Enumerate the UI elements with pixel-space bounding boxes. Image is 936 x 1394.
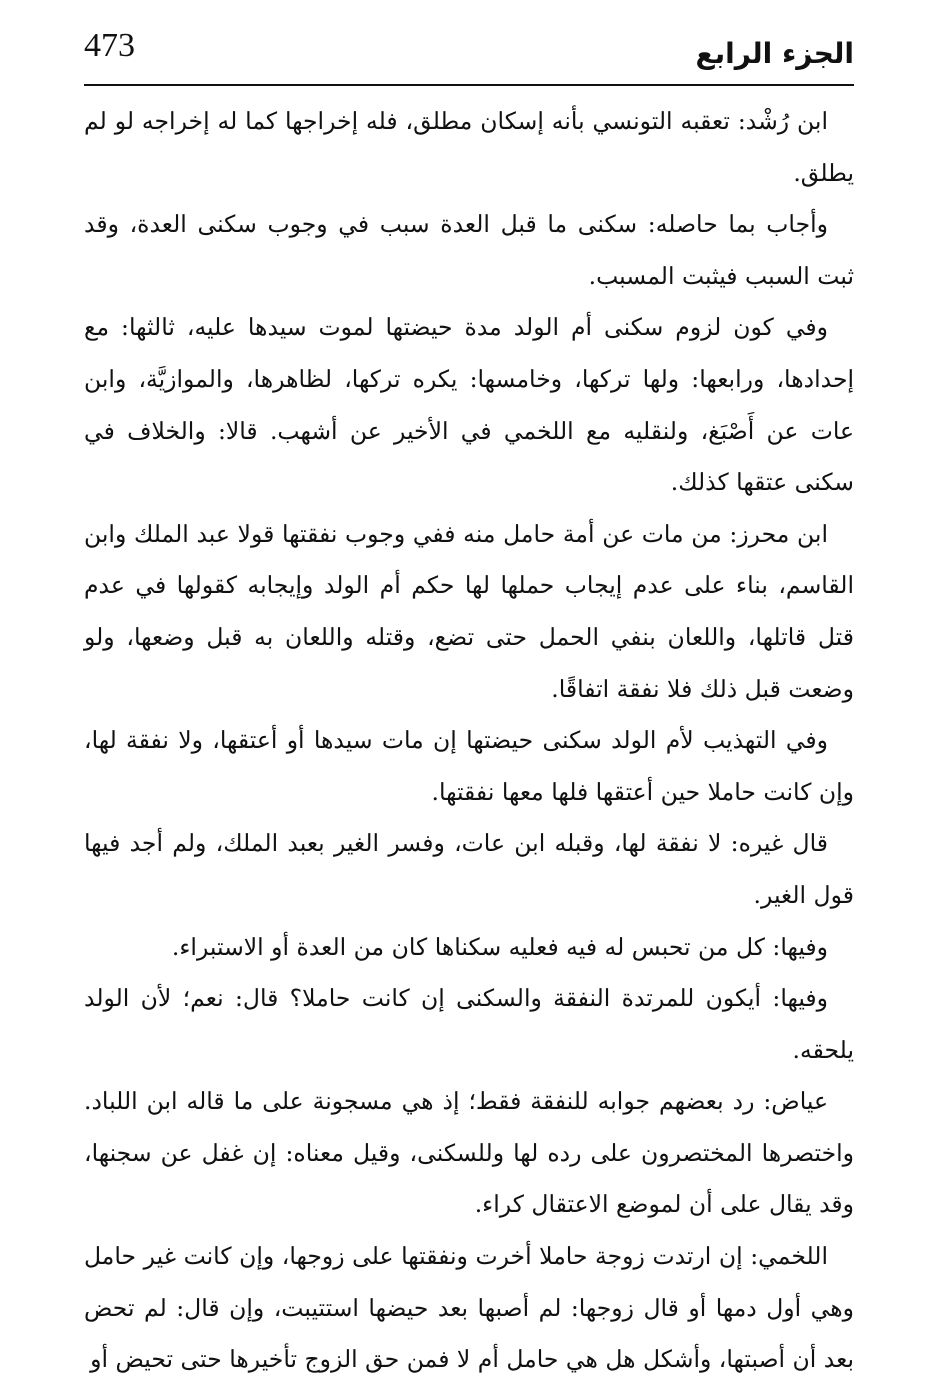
- paragraph: عياض: رد بعضهم جوابه للنفقة فقط؛ إذ هي مسجونة على ما قاله ابن اللباد. واختصرها المختصرون على رده لها وللسكنى، وقيل معناه: إن غفل عن سجنها، وقد يقال على أن لموضع الاعتقال كراء.: [84, 1087, 854, 1219]
- paragraph: اللخمي: إن ارتدت زوجة حاملا أخرت ونفقتها على زوجها، وإن كانت غير حامل وهي أول دمها أو قال زوجها: لم أصبها بعد حيضها استتيبت، وإن قال: لم تحض بعد أن أصبتها، وأشكل هل هي حامل أم لا فمن حق الزوج تأخيرها حتى تحيض أو: [84, 1242, 854, 1374]
- paragraph: وفي كون لزوم سكنى أم الولد مدة حيضتها لموت سيدها عليه، ثالثها: مع إحدادها، ورابعها: ولها تركها، وخامسها: يكره تركها، لظاهرها، والموازيَّة، وابن عات عن أَصْبَغ، ولنقليه مع اللخمي في الأخير عن أشهب. قالا: والخلاف في سكنى عتقها كذلك.: [84, 313, 854, 497]
- running-title: الجزء الرابع: [695, 37, 854, 70]
- page-number: 473: [84, 27, 135, 64]
- text-body: [84, 96, 854, 1386]
- paragraph: وفيها: كل من تحبس له فيه فعليه سكناها كان من العدة أو الاستبراء.: [171, 932, 828, 961]
- paragraph: ابن رُشْد: تعقبه التونسي بأنه إسكان مطلق، فله إخراجها كما له إخراجه لو لم يطلق.: [84, 107, 854, 187]
- paragraph: وفي التهذيب لأم الولد سكنى حيضتها إن مات سيدها أو أعتقها، ولا نفقة لها، وإن كانت حاملا حين أعتقها فلها معها نفقتها.: [84, 726, 854, 806]
- paragraph: ابن محرز: من مات عن أمة حامل منه ففي وجوب نفقتها قولا عبد الملك وابن القاسم، بناء على عدم إيجاب حملها لها حكم أم الولد وإيجابه كقولها في عدم قتل قاتلها، واللعان بنفي الحمل حتى تضع، وقتله واللعان به قبل وضعها، ولو وضعت قبل ذلك فلا نفقة اتفاقًا.: [84, 519, 854, 703]
- paragraph: وفيها: أيكون للمرتدة النفقة والسكنى إن كانت حاملا؟ قال: نعم؛ لأن الولد يلحقه.: [84, 984, 854, 1064]
- page-header: [84, 22, 854, 86]
- paragraph: قال غيره: لا نفقة لها، وقبله ابن عات، وفسر الغير بعبد الملك، ولم أجد فيها قول الغير.: [84, 829, 854, 909]
- paragraph: وأجاب بما حاصله: سكنى ما قبل العدة سبب في وجوب سكنى العدة، وقد ثبت السبب فيثبت المسبب.: [84, 210, 854, 290]
